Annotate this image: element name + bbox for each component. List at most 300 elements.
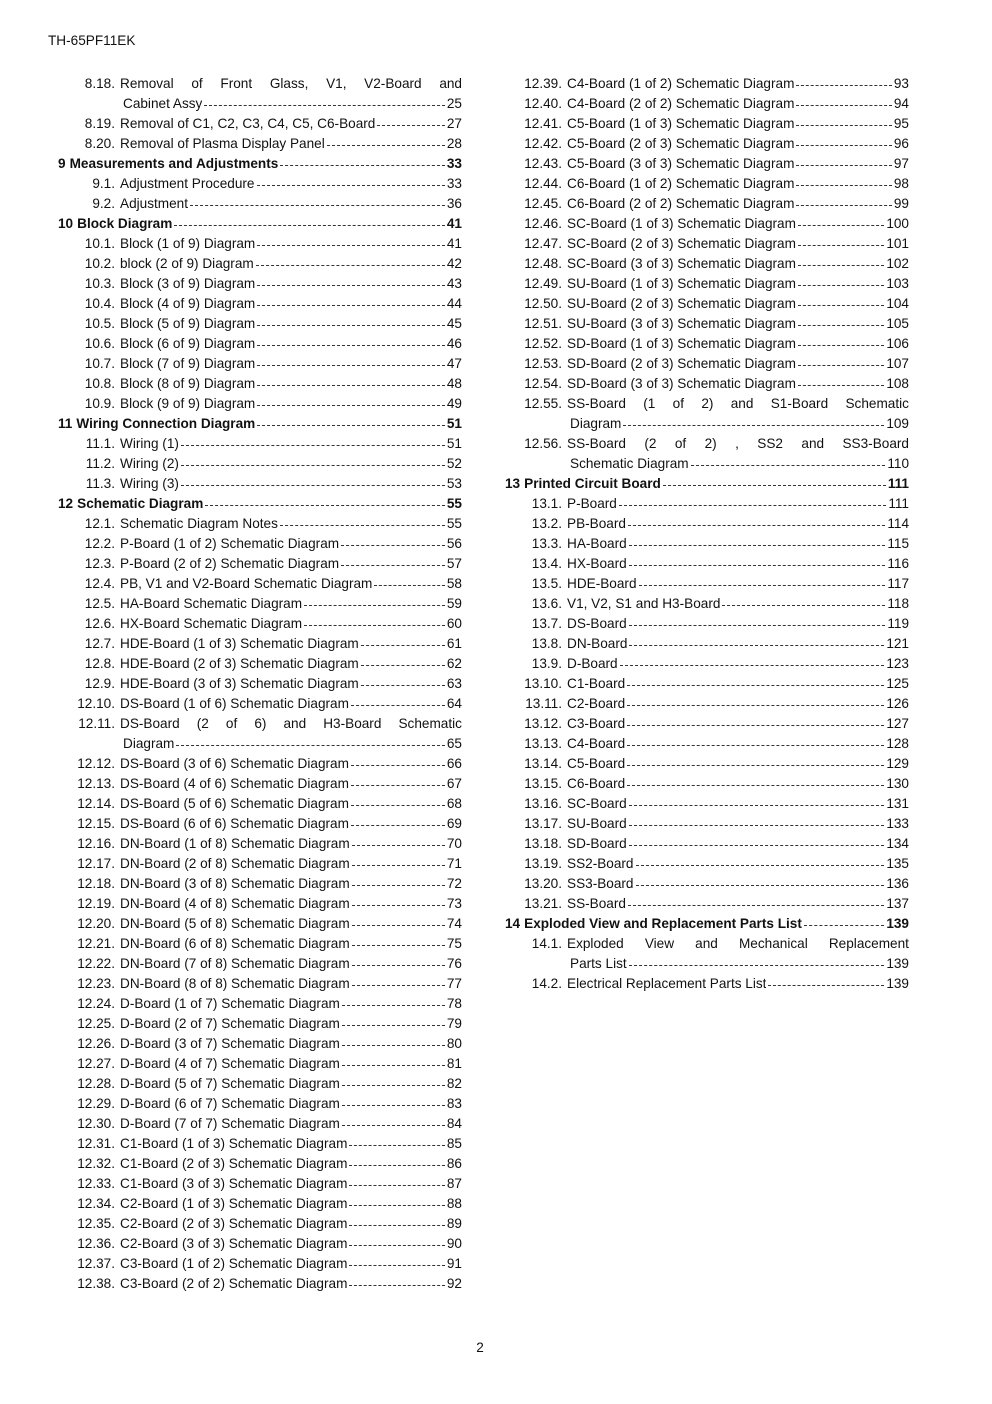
toc-entry[interactable] <box>58 1154 462 1174</box>
toc-entry[interactable] <box>58 454 462 474</box>
toc-entry-number: 12.29. <box>77 1096 115 1111</box>
toc-entry-title: Block (7 of 9) Diagram <box>120 356 256 371</box>
toc-entry-page: 74 <box>446 916 462 931</box>
toc-dot-leader <box>342 1084 445 1086</box>
toc-entry[interactable] <box>505 114 909 134</box>
toc-entry[interactable] <box>58 774 462 794</box>
toc-entry[interactable] <box>58 974 462 994</box>
toc-dot-leader <box>627 704 884 706</box>
toc-entry[interactable] <box>58 1254 462 1274</box>
toc-dot-leader <box>629 564 886 566</box>
toc-entry[interactable] <box>58 874 462 894</box>
toc-entry-title: Parts List <box>570 956 627 971</box>
toc-entry-number: 12.33. <box>77 1176 115 1191</box>
toc-entry-number: 12.39. <box>524 76 562 91</box>
toc-entry-number: 12.7. <box>84 636 115 651</box>
toc-entry-number: 13.16. <box>524 796 562 811</box>
toc-entry-title: C6-Board (2 of 2) Schematic Diagram <box>567 196 795 211</box>
toc-entry-number: 13 <box>505 476 521 491</box>
toc-entry[interactable] <box>505 234 909 254</box>
toc-dot-leader <box>342 1104 445 1106</box>
toc-entry[interactable] <box>505 254 909 274</box>
toc-entry[interactable] <box>58 814 462 834</box>
toc-dot-leader <box>796 124 891 126</box>
toc-entry[interactable] <box>505 174 909 194</box>
toc-entry-title: SC-Board (2 of 3) Schematic Diagram <box>567 236 796 251</box>
toc-entry-page: 80 <box>446 1036 462 1051</box>
toc-entry[interactable] <box>505 934 909 974</box>
toc-dot-leader <box>257 344 445 346</box>
toc-entry[interactable] <box>58 914 462 934</box>
document-model-header: TH-65PF11EK <box>48 33 136 48</box>
toc-entry-title: Adjustment Procedure <box>120 176 255 191</box>
toc-entry-page: 118 <box>887 596 909 611</box>
toc-dot-leader <box>798 264 884 266</box>
toc-entry[interactable] <box>505 154 909 174</box>
toc-dot-leader <box>796 144 891 146</box>
toc-entry-title: HDE-Board (2 of 3) Schematic Diagram <box>120 656 359 671</box>
toc-entry[interactable] <box>58 1214 462 1234</box>
toc-entry-title: SS-Board <box>567 896 626 911</box>
toc-dot-leader <box>327 144 445 146</box>
toc-entry[interactable] <box>58 1174 462 1194</box>
toc-entry-title: C1-Board (2 of 3) Schematic Diagram <box>120 1156 348 1171</box>
toc-entry-title: D-Board (6 of 7) Schematic Diagram <box>120 1096 340 1111</box>
toc-entry[interactable] <box>58 554 462 574</box>
toc-entry-title: Exploded View and Replacement Parts List <box>524 916 802 931</box>
toc-dot-leader <box>256 264 445 266</box>
toc-entry[interactable] <box>505 674 909 694</box>
toc-entry[interactable] <box>58 1114 462 1134</box>
toc-entry[interactable] <box>505 594 909 614</box>
toc-entry[interactable] <box>505 614 909 634</box>
toc-section-heading[interactable] <box>505 914 909 934</box>
toc-entry[interactable] <box>58 234 462 254</box>
toc-entry-page: 52 <box>446 456 462 471</box>
toc-entry-page: 119 <box>887 616 909 631</box>
toc-dot-leader <box>349 1144 444 1146</box>
toc-entry-title: P-Board (2 of 2) Schematic Diagram <box>120 556 340 571</box>
toc-entry-title: Electrical Replacement Parts List <box>567 976 767 991</box>
toc-dot-leader <box>304 624 445 626</box>
toc-entry[interactable] <box>58 594 462 614</box>
toc-entry-title: Wiring Connection Diagram <box>76 416 256 431</box>
toc-entry[interactable] <box>58 1074 462 1094</box>
toc-entry-number: 13.20. <box>524 876 562 891</box>
toc-entry[interactable] <box>505 874 909 894</box>
toc-entry-page: 41 <box>446 236 462 251</box>
toc-entry[interactable] <box>58 194 462 214</box>
toc-entry-page: 56 <box>446 536 462 551</box>
toc-entry[interactable] <box>505 974 909 994</box>
toc-entry[interactable] <box>505 194 909 214</box>
toc-entry-page: 87 <box>446 1176 462 1191</box>
toc-entry[interactable] <box>58 434 462 454</box>
toc-dot-leader <box>798 384 884 386</box>
toc-entry[interactable] <box>58 1094 462 1114</box>
toc-entry-title: C6-Board (1 of 2) Schematic Diagram <box>567 176 795 191</box>
toc-entry[interactable] <box>58 754 462 774</box>
toc-entry[interactable] <box>58 1134 462 1154</box>
toc-dot-leader <box>627 784 884 786</box>
toc-entry-title: C5-Board <box>567 756 626 771</box>
toc-dot-leader <box>304 604 445 606</box>
toc-entry-number: 12.45. <box>524 196 562 211</box>
toc-entry-number: 11.3. <box>85 476 115 491</box>
toc-entry-title: D-Board (7 of 7) Schematic Diagram <box>120 1116 340 1131</box>
toc-dot-leader <box>361 684 445 686</box>
toc-entry-number: 13.18. <box>524 836 562 851</box>
toc-entry-number: 13.7. <box>531 616 562 631</box>
toc-entry-number: 12.40. <box>524 96 562 111</box>
toc-entry[interactable] <box>505 754 909 774</box>
toc-dot-leader <box>349 1164 444 1166</box>
toc-entry-page: 93 <box>893 76 909 91</box>
toc-dot-leader <box>257 284 445 286</box>
toc-dot-leader <box>804 924 884 926</box>
toc-entry[interactable] <box>58 174 462 194</box>
toc-dot-leader <box>722 604 885 606</box>
toc-entry-number: 13.5. <box>531 576 562 591</box>
toc-entry-page: 127 <box>886 716 909 731</box>
toc-entry-number: 12.36. <box>77 1236 115 1251</box>
toc-entry-number: 10.7. <box>84 356 115 371</box>
toc-entry-number: 12.30. <box>77 1116 115 1131</box>
toc-entry[interactable] <box>58 674 462 694</box>
toc-dot-leader <box>181 464 445 466</box>
toc-entry[interactable] <box>505 634 909 654</box>
toc-entry-page: 61 <box>446 636 462 651</box>
toc-entry[interactable] <box>505 814 909 834</box>
toc-entry-number: 12.9. <box>84 676 115 691</box>
toc-entry-page: 55 <box>446 516 462 531</box>
toc-entry-page: 99 <box>893 196 909 211</box>
toc-dot-leader <box>349 1224 444 1226</box>
toc-entry-number: 13.21. <box>524 896 562 911</box>
toc-entry-title: C1-Board <box>567 676 626 691</box>
toc-entry[interactable] <box>505 214 909 234</box>
toc-dot-leader <box>691 464 886 466</box>
toc-entry[interactable] <box>58 794 462 814</box>
toc-entry[interactable] <box>505 734 909 754</box>
toc-entry[interactable] <box>505 334 909 354</box>
toc-entry-number: 14 <box>505 916 521 931</box>
toc-entry-number: 12.49. <box>524 276 562 291</box>
toc-entry[interactable] <box>505 654 909 674</box>
toc-dot-leader <box>627 684 884 686</box>
toc-entry-title: SD-Board (2 of 3) Schematic Diagram <box>567 356 796 371</box>
toc-entry-page: 137 <box>886 896 909 911</box>
toc-entry[interactable] <box>505 694 909 714</box>
toc-entry[interactable] <box>58 74 462 114</box>
toc-entry-page: 59 <box>446 596 462 611</box>
toc-entry-page: 97 <box>893 156 909 171</box>
toc-entry-number: 12.51. <box>524 316 562 331</box>
toc-section-heading[interactable] <box>58 494 462 514</box>
toc-entry-page: 139 <box>886 976 909 991</box>
toc-entry[interactable] <box>58 374 462 394</box>
toc-entry-title: HX-Board <box>567 556 627 571</box>
toc-entry-number: 13.4. <box>531 556 562 571</box>
toc-dot-leader <box>257 404 445 406</box>
toc-entry-page: 79 <box>446 1016 462 1031</box>
toc-entry-title-line1: SS-Board (2 of 2) , SS2 and SS3-Board <box>567 436 909 451</box>
toc-entry-page: 43 <box>446 276 462 291</box>
toc-entry-title: C5-Board (2 of 3) Schematic Diagram <box>567 136 795 151</box>
toc-entry[interactable] <box>505 134 909 154</box>
toc-entry-title: D-Board (1 of 7) Schematic Diagram <box>120 996 340 1011</box>
toc-dot-leader <box>257 304 445 306</box>
toc-dot-leader <box>257 184 445 186</box>
toc-entry-number: 12.8. <box>84 656 115 671</box>
toc-entry[interactable] <box>505 394 909 434</box>
toc-entry-title-line1: SS-Board (1 of 2) and S1-Board Schematic <box>567 396 909 411</box>
toc-entry[interactable] <box>58 934 462 954</box>
toc-dot-leader <box>636 884 885 886</box>
toc-entry-title: C2-Board <box>567 696 626 711</box>
toc-dot-leader <box>181 484 445 486</box>
toc-entry[interactable] <box>58 714 462 754</box>
toc-dot-leader <box>628 524 885 526</box>
toc-entry[interactable] <box>58 1034 462 1054</box>
toc-dot-leader <box>361 644 445 646</box>
toc-entry[interactable] <box>58 1014 462 1034</box>
toc-entry-number: 9.1. <box>92 176 115 191</box>
toc-entry-page: 47 <box>446 356 462 371</box>
toc-entry-number: 12.50. <box>524 296 562 311</box>
toc-entry-title: Schematic Diagram <box>77 496 204 511</box>
toc-entry-page: 98 <box>893 176 909 191</box>
toc-entry[interactable] <box>58 1234 462 1254</box>
toc-entry-page: 126 <box>886 696 909 711</box>
toc-entry-page: 81 <box>446 1056 462 1071</box>
toc-entry-title: D-Board (5 of 7) Schematic Diagram <box>120 1076 340 1091</box>
toc-entry[interactable] <box>58 634 462 654</box>
toc-entry-page: 33 <box>446 156 462 171</box>
toc-entry-page: 139 <box>886 956 909 971</box>
toc-entry[interactable] <box>505 354 909 374</box>
toc-entry-number: 12.18. <box>77 876 115 891</box>
toc-entry[interactable] <box>58 114 462 134</box>
toc-dot-leader <box>663 484 886 486</box>
toc-entry-title: HA-Board <box>567 536 627 551</box>
toc-entry-title: Block (8 of 9) Diagram <box>120 376 256 391</box>
toc-entry[interactable] <box>505 434 909 474</box>
toc-entry[interactable] <box>505 894 909 914</box>
toc-entry[interactable] <box>505 714 909 734</box>
toc-entry-title: Printed Circuit Board <box>524 476 661 491</box>
toc-section-heading[interactable] <box>58 414 462 434</box>
toc-entry-number: 13.14. <box>524 756 562 771</box>
toc-dot-leader <box>796 184 891 186</box>
toc-entry-number: 12.42. <box>524 136 562 151</box>
toc-entry-page: 131 <box>886 796 909 811</box>
toc-entry[interactable] <box>505 294 909 314</box>
toc-entry-title: C2-Board (3 of 3) Schematic Diagram <box>120 1236 348 1251</box>
toc-entry-number: 11.1. <box>85 436 115 451</box>
toc-dot-leader <box>768 984 884 986</box>
toc-dot-leader <box>623 424 884 426</box>
toc-entry-title: SS3-Board <box>567 876 634 891</box>
toc-entry[interactable] <box>58 574 462 594</box>
toc-entry[interactable] <box>505 854 909 874</box>
toc-entry-page: 41 <box>446 216 462 231</box>
toc-entry[interactable] <box>58 994 462 1014</box>
toc-entry[interactable] <box>505 834 909 854</box>
toc-entry-number: 12.16. <box>77 836 115 851</box>
toc-entry[interactable] <box>505 274 909 294</box>
toc-entry[interactable] <box>58 354 462 374</box>
toc-dot-leader <box>352 944 445 946</box>
toc-entry-number: 12.3. <box>84 556 115 571</box>
toc-entry-title: DN-Board <box>567 636 628 651</box>
toc-entry-number: 14.2. <box>531 976 562 991</box>
toc-entry-number: 12 <box>58 496 74 511</box>
toc-entry-number: 12.21. <box>77 936 115 951</box>
toc-dot-leader <box>342 1124 445 1126</box>
toc-entry-number: 13.8. <box>531 636 562 651</box>
toc-dot-leader <box>798 364 884 366</box>
toc-dot-leader <box>342 1024 445 1026</box>
toc-entry-page: 57 <box>446 556 462 571</box>
toc-entry[interactable] <box>58 614 462 634</box>
toc-entry[interactable] <box>58 134 462 154</box>
toc-entry-title: D-Board (3 of 7) Schematic Diagram <box>120 1036 340 1051</box>
toc-entry[interactable] <box>58 534 462 554</box>
toc-entry-page: 68 <box>446 796 462 811</box>
toc-entry-page: 104 <box>886 296 909 311</box>
toc-entry-title: SU-Board (3 of 3) Schematic Diagram <box>567 316 796 331</box>
toc-entry-number: 12.2. <box>84 536 115 551</box>
toc-entry[interactable] <box>58 274 462 294</box>
toc-entry[interactable] <box>58 294 462 314</box>
toc-entry-title: C6-Board <box>567 776 626 791</box>
toc-entry-number: 10.2. <box>84 256 115 271</box>
toc-entry[interactable] <box>58 474 462 494</box>
toc-entry-number: 12.32. <box>77 1156 115 1171</box>
toc-entry-title: DN-Board (1 of 8) Schematic Diagram <box>120 836 350 851</box>
toc-entry[interactable] <box>58 654 462 674</box>
toc-entry-page: 84 <box>446 1116 462 1131</box>
toc-entry-title: Block (1 of 9) Diagram <box>120 236 256 251</box>
toc-entry-page: 72 <box>446 876 462 891</box>
toc-entry-number: 12.54. <box>524 376 562 391</box>
toc-entry-title-line1: Exploded View and Mechanical Replacement <box>567 936 909 951</box>
toc-dot-leader <box>352 904 445 906</box>
toc-entry[interactable] <box>505 774 909 794</box>
toc-dot-leader <box>280 164 445 166</box>
toc-entry[interactable] <box>505 514 909 534</box>
toc-entry-title: SU-Board (2 of 3) Schematic Diagram <box>567 296 796 311</box>
toc-entry-number: 12.19. <box>77 896 115 911</box>
toc-entry[interactable] <box>58 1194 462 1214</box>
toc-entry[interactable] <box>58 394 462 414</box>
toc-entry-page: 76 <box>446 956 462 971</box>
toc-entry-page: 88 <box>446 1196 462 1211</box>
toc-dot-leader <box>629 824 885 826</box>
toc-entry-title: block (2 of 9) Diagram <box>120 256 254 271</box>
toc-entry[interactable] <box>58 514 462 534</box>
toc-entry[interactable] <box>505 534 909 554</box>
toc-entry-title: PB, V1 and V2-Board Schematic Diagram <box>120 576 373 591</box>
toc-entry-number: 13.9. <box>531 656 562 671</box>
toc-entry-title: HDE-Board (1 of 3) Schematic Diagram <box>120 636 359 651</box>
toc-entry-number: 12.37. <box>77 1256 115 1271</box>
toc-entry[interactable] <box>58 1054 462 1074</box>
toc-entry-page: 75 <box>446 936 462 951</box>
toc-entry-page: 77 <box>446 976 462 991</box>
toc-entry[interactable] <box>505 314 909 334</box>
toc-entry-page: 123 <box>886 656 909 671</box>
toc-entry-title: C1-Board (1 of 3) Schematic Diagram <box>120 1136 348 1151</box>
toc-dot-leader <box>798 324 884 326</box>
toc-entry[interactable] <box>505 374 909 394</box>
toc-entry-page: 91 <box>446 1256 462 1271</box>
toc-entry-title: DN-Board (8 of 8) Schematic Diagram <box>120 976 350 991</box>
toc-entry[interactable] <box>58 694 462 714</box>
toc-entry[interactable] <box>58 334 462 354</box>
toc-entry[interactable] <box>58 834 462 854</box>
toc-entry[interactable] <box>505 94 909 114</box>
toc-entry[interactable] <box>58 1274 462 1294</box>
toc-entry-page: 102 <box>886 256 909 271</box>
toc-entry[interactable] <box>58 254 462 274</box>
toc-dot-leader <box>351 764 445 766</box>
toc-dot-leader <box>377 124 445 126</box>
toc-entry-title: Adjustment <box>120 196 189 211</box>
toc-entry-number: 11 <box>58 416 73 431</box>
toc-entry-title: DN-Board (4 of 8) Schematic Diagram <box>120 896 350 911</box>
toc-entry-page: 85 <box>446 1136 462 1151</box>
toc-entry[interactable] <box>58 314 462 334</box>
toc-entry-title: DS-Board (3 of 6) Schematic Diagram <box>120 756 349 771</box>
toc-entry[interactable] <box>505 794 909 814</box>
toc-dot-leader <box>361 664 445 666</box>
toc-dot-leader <box>374 584 445 586</box>
toc-entry-title: Measurements and Adjustments <box>69 156 279 171</box>
toc-entry-page: 49 <box>446 396 462 411</box>
toc-entry-page: 100 <box>886 216 909 231</box>
toc-entry-page: 110 <box>887 456 909 471</box>
toc-section-heading[interactable] <box>505 474 909 494</box>
toc-section-heading[interactable] <box>58 154 462 174</box>
toc-entry[interactable] <box>505 554 909 574</box>
toc-entry[interactable] <box>505 574 909 594</box>
toc-entry[interactable] <box>58 954 462 974</box>
toc-entry-number: 13.12. <box>524 716 562 731</box>
toc-entry-title: D-Board <box>567 656 618 671</box>
toc-entry[interactable] <box>505 74 909 94</box>
toc-dot-leader <box>351 784 445 786</box>
toc-entry-number: 8.20. <box>84 136 115 151</box>
toc-dot-leader <box>349 1264 444 1266</box>
toc-entry[interactable] <box>58 894 462 914</box>
toc-entry-title: P-Board <box>567 496 617 511</box>
toc-entry-title: Schematic Diagram Notes <box>120 516 278 531</box>
toc-entry[interactable] <box>58 854 462 874</box>
toc-entry-title: P-Board (1 of 2) Schematic Diagram <box>120 536 340 551</box>
toc-entry-page: 78 <box>446 996 462 1011</box>
toc-entry-number: 13.2. <box>531 516 562 531</box>
toc-section-heading[interactable] <box>58 214 462 234</box>
toc-entry-page: 129 <box>886 756 909 771</box>
toc-entry-page: 58 <box>446 576 462 591</box>
toc-entry-title: C4-Board <box>567 736 626 751</box>
toc-dot-leader <box>280 524 445 526</box>
toc-entry[interactable] <box>505 494 909 514</box>
toc-entry-title: V1, V2, S1 and H3-Board <box>567 596 721 611</box>
toc-entry-number: 12.34. <box>77 1196 115 1211</box>
